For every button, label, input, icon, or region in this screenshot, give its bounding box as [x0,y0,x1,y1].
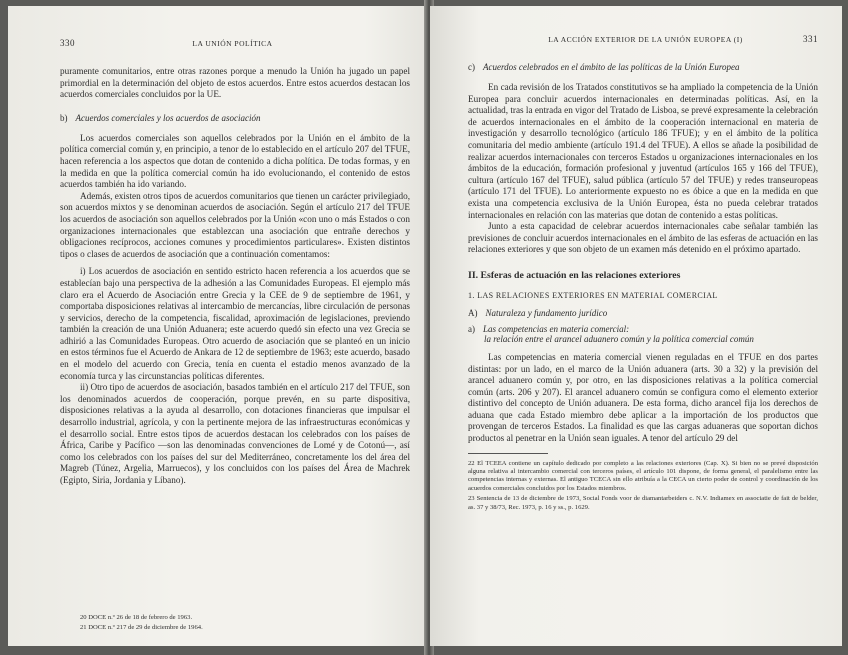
footnote-rule [468,453,548,454]
right-paragraph: En cada revisión de los Tratados constitutivos se ha ampliado la competencia de la Unión Europea para concluir acuerdos internacionales en determinadas políticas. Así, en la actualidad, tras la entrada en vigor del Tratado de Lisboa, se prevé expresamente la celebración de acuerdos internacionales en el ámbito de la cooperación internacional en materia de investigación y desarrollo tecnológico (artículo 186 TFUE); y en el ámbito de la política comunitaria del medio ambiente (artículo 191.4 del TFUE). A ellos se añade la posibilidad de realizar acuerdos internacionales con terceros Estados u organizaciones internacionales en los ámbitos de la educación, formación profesional y juventud (artículos 165 y 166 del TFUE), cultura (artículo 167 del TFUE), salud pública (artículo 57 del TFUE) y redes transeuropeas (artículo 171 del TFUE). Lo anteriormente expuesto no es óbice a que en la medida en que exista una competencia exclusiva de la Unión Europea, ésta no pueda celebrar tratados internacionales en relación con las materias que dotan de contenido a estas políticas. [468,82,818,220]
section-c-title: Acuerdos celebrados en el ámbito de las políticas de la Unión Europea [483,62,740,72]
section-A-label: A) [468,307,478,318]
footnote: 23 Sentencia de 13 de diciembre de 1973, Social Fonds voor de diamantarbeiders c. N.V. Indiamex en associatie de fait de belder, as. 37 y 38/73, Rec. 1973, p. 16 y ss., p. 1629. [468,495,818,511]
left-paragraph: i) Los acuerdos de asociación en sentido estricto hacen referencia a los acuerdos que se establecían bajo una perspectiva de la adhesión a las Comunidades Europeas. El ejemplo más claro era el Acuerdo de Asociación entre Grecia y la CEE de 9 de septiembre de 1961, y comportaba disposiciones relativas al intercambio de mercancías, libre circulación de personas y servicios, derecho de la competencia, fiscalidad, aproximación de legislaciones, previendo también la creación de una Unión Aduanera; este acuerdo quedó sin efecto una vez Grecia se adhirió a las Comunidades Europeas. Otro acuerdo de asociación que se planteó en un inicio en estos términos fue el Acuerdo de Ankara de 12 de septiembre de 1963; este acuerdo, basado en el modelo del acuerdo con Grecia, tenía en cuenta el estadio menos avanzado de la economía turca y las circunstancias políticas diferentes. [60,266,410,381]
section-II-heading: II. Esferas de actuación en las relaciones exteriores [468,269,681,281]
section-b-title: Acuerdos comerciales y los acuerdos de asociación [75,112,261,123]
footnote: 21 DOCE n.º 217 de 29 de diciembre de 1964. [80,624,203,632]
right-page-header [468,34,818,44]
left-paragraph: Además, existen otros tipos de acuerdos comunitarios que tienen un carácter privilegiado, son acuerdos mixtos y se denominan acuerdos de asociación. Según el artículo 217 del TFUE los acuerdos de asociación son aquellos celebrados por la Unión «con uno o más Estados o con organizaciones internacionales que establezcan una asociación que entrañe derechos y obligaciones recíprocos, acciones comunes y procedimientos particulares». Existen distintos tipos o clases de acuerdos de asociación que a continuación comentamos: [60,190,410,259]
left-running-head: LA UNIÓN POLÍTICA [192,39,273,48]
section-a-title-line2: la relación entre el arancel aduanero común y la política comercial común [484,333,754,344]
section-a-label: a) [468,323,475,334]
left-paragraph: ii) Otro tipo de acuerdos de asociación, basados también en el artículo 217 del TFUE, son los denominados acuerdos de cooperación, porque prevén, en su parte dispositiva, disposiciones relativas a la ayuda al desarrollo, con dotaciones financieras que impulsar el desarrollo industrial, agrícola, y con la pertinente mejora de las infraestructuras económicas y el desarrollo social. Entre estos tipos de acuerdos destacan los celebrados con los países de África, Caribe y Pacífico —son las denominadas convenciones de Lomé y de Cotonú—, así como los celebrados con los países del sur del Mediterráneo, concretamente los del área del Magreb (Túnez, Argelia, Marruecos), y los concluidos con los países del Área de Machrek (Egipto, Siria, Jordania y Líbano). [60,382,410,485]
right-running-head: LA ACCIÓN EXTERIOR DE LA UNIÓN EUROPEA (I) [548,35,743,44]
section-b-heading [60,113,410,123]
left-footnotes [80,614,400,635]
right-page [430,6,842,646]
left-intro-paragraph: puramente comunitarios, entre otras razones porque a menudo la Unión ha jugado un papel primordial en la determinación del objeto de estos acuerdos. Entre estos acuerdos destacan los acuerdos comerciales concluidos por la UE. [60,66,410,100]
footnote: 20 DOCE n.º 26 de 18 de febrero de 1963. [80,614,193,621]
left-page-number: 330 [60,38,75,48]
section-1-heading: 1. LAS RELACIONES EXTERIORES EN MATERIAL COMERCIAL [468,290,718,300]
right-paragraph: Las competencias en materia comercial vienen reguladas en el TFUE en dos partes distintas: por un lado, en el marco de la Unión aduanera (arts. 30 a 32) y la previsión del arancel aduanero común y, por otro, en las disposiciones relativas a la política comercial común (arts. 206 y 207). El arancel aduanero común se configura como el elemento exterior distintivo del concepto de Unión aduanera. De esta forma, dicho arancel fija los derechos de aduana que cada Estado miembro debe aplicar a la importación de los productos que provengan de terceros Estados. La finalidad es que las cargas aduaneras que soportan dichos productos al penetrar en la Unión sean iguales. A tenor del artículo 29 del [468,351,818,444]
right-paragraph: Junto a esta capacidad de celebrar acuerdos internacionales cabe señalar también las previsiones de concluir acuerdos internacionales en el ámbito de las esferas de actuación en las relaciones exteriores y que son objeto de un examen más detenido en el próximo apartado. [468,221,818,255]
left-page [8,6,428,646]
section-a-title-line1: Las competencias en materia comercial: [483,323,630,334]
left-page-header [60,38,410,48]
footnote: 22 El TCEEA contiene un capítulo dedicado por completo a las relaciones exteriores (Cap. X). Si bien no se prevé disposición alguna relativa al intercambio comercial con terceros países, el artículo 101 dispone, de forma general, el paralelismo entre las competencias internas y externas. El antiguo TCECA sin ello atribuía a la CECA un cierto poder de control y coordinación de los acuerdos comerciales concluidos por los Estados miembros. [468,459,818,492]
section-c-heading [468,62,818,72]
left-paragraph: Los acuerdos comerciales son aquellos celebrados por la Unión en el ámbito de la política comercial común y, en principio, a tenor de lo establecido en el artículo 207 del TFUE, hacen referencia a los aspectos que dotan de contenido a dicha política. De todas formas, y en la medida en que la política comercial común ha ido evolucionando, el contenido de estos acuerdos también ha ido variando. [60,132,410,190]
section-c-label: c) [468,62,475,72]
section-a-heading [468,324,818,344]
section-A-title: Naturaleza y fundamento jurídico [485,307,608,318]
right-page-number: 331 [802,34,818,44]
section-b-label: b) [60,112,68,123]
section-A-heading [468,308,818,318]
